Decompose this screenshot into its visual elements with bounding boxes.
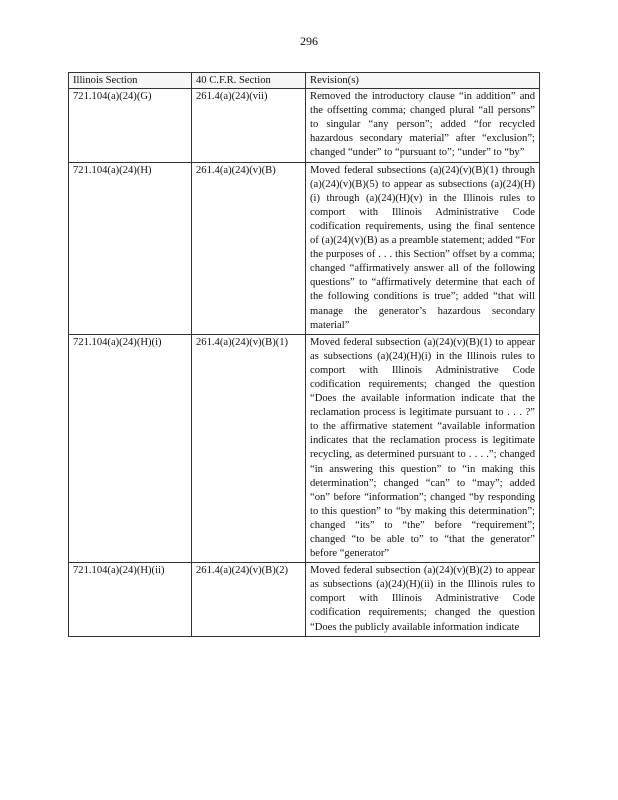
table-row xyxy=(69,162,540,334)
illinois-section-cell: 721.104(a)(24)(H) xyxy=(69,162,192,334)
table-row xyxy=(69,89,540,162)
revision-cell: Moved federal subsection (a)(24)(v)(B)(2) to appear as subsections (a)(24)(H)(ii) in the Illinois rules to comport with Illinois Administrative Code codification requirements; changed the question “Does the publicly available information indicate xyxy=(306,563,540,636)
revision-cell: Moved federal subsection (a)(24)(v)(B)(1) to appear as subsections (a)(24)(H)(i) in the Illinois rules to comport with Illinois Administrative Code codification requirements; changed the question “Does the available information indicate that the reclamation process is legitimate pursuant to . . . ?” to the affirmative statement “available information indicates that the reclamation process is legitimate recycling, as determined pursuant to . . . .”; changed “in answering this question” to “in making this determination”; changed “can” to “may”; added “on” before “information”; changed “by responding to this question” to “by making this determination”; changed “its” to “the” before “requirement”; changed “to be able to” to “that the generator” before “generator” xyxy=(306,334,540,563)
cfr-section-cell: 261.4(a)(24)(v)(B)(1) xyxy=(192,334,306,563)
cfr-section-cell: 261.4(a)(24)(vii) xyxy=(192,89,306,162)
cfr-section-cell: 261.4(a)(24)(v)(B) xyxy=(192,162,306,334)
table-row xyxy=(69,334,540,563)
table-row xyxy=(69,563,540,636)
table-header-row xyxy=(69,73,540,89)
page-number: 296 xyxy=(300,34,318,48)
revision-cell: Moved federal subsections (a)(24)(v)(B)(1) through (a)(24)(v)(B)(5) to appear as subsections (a)(24)(H)(i) through (a)(24)(H)(v) in the Illinois rules to comport with Illinois Administrative Code codification requirements, using the final sentence of (a)(24)(v)(B) as a preamble statement; added “For the purposes of . . . this Section” offset by a comma; changed “affirmatively answer all of the following questions” to “affirmatively determine that each of the following conditions is true”; added “that will manage the generator’s hazardous secondary material” xyxy=(306,162,540,334)
illinois-section-cell: 721.104(a)(24)(H)(i) xyxy=(69,334,192,563)
header-cfr-section: 40 C.F.R. Section xyxy=(192,73,306,89)
header-revisions: Revision(s) xyxy=(306,73,540,89)
revision-cell: Removed the introductory clause “in addition” and the offsetting comma; changed plural “all persons” to singular “any person”; added “for recycled hazardous secondary material” after “exclusion”; changed “under” to “pursuant to”; “under” to “by” xyxy=(306,89,540,162)
cfr-section-cell: 261.4(a)(24)(v)(B)(2) xyxy=(192,563,306,636)
header-illinois-section: Illinois Section xyxy=(69,73,192,89)
illinois-section-cell: 721.104(a)(24)(H)(ii) xyxy=(69,563,192,636)
illinois-section-cell: 721.104(a)(24)(G) xyxy=(69,89,192,162)
revisions-table xyxy=(68,72,540,637)
